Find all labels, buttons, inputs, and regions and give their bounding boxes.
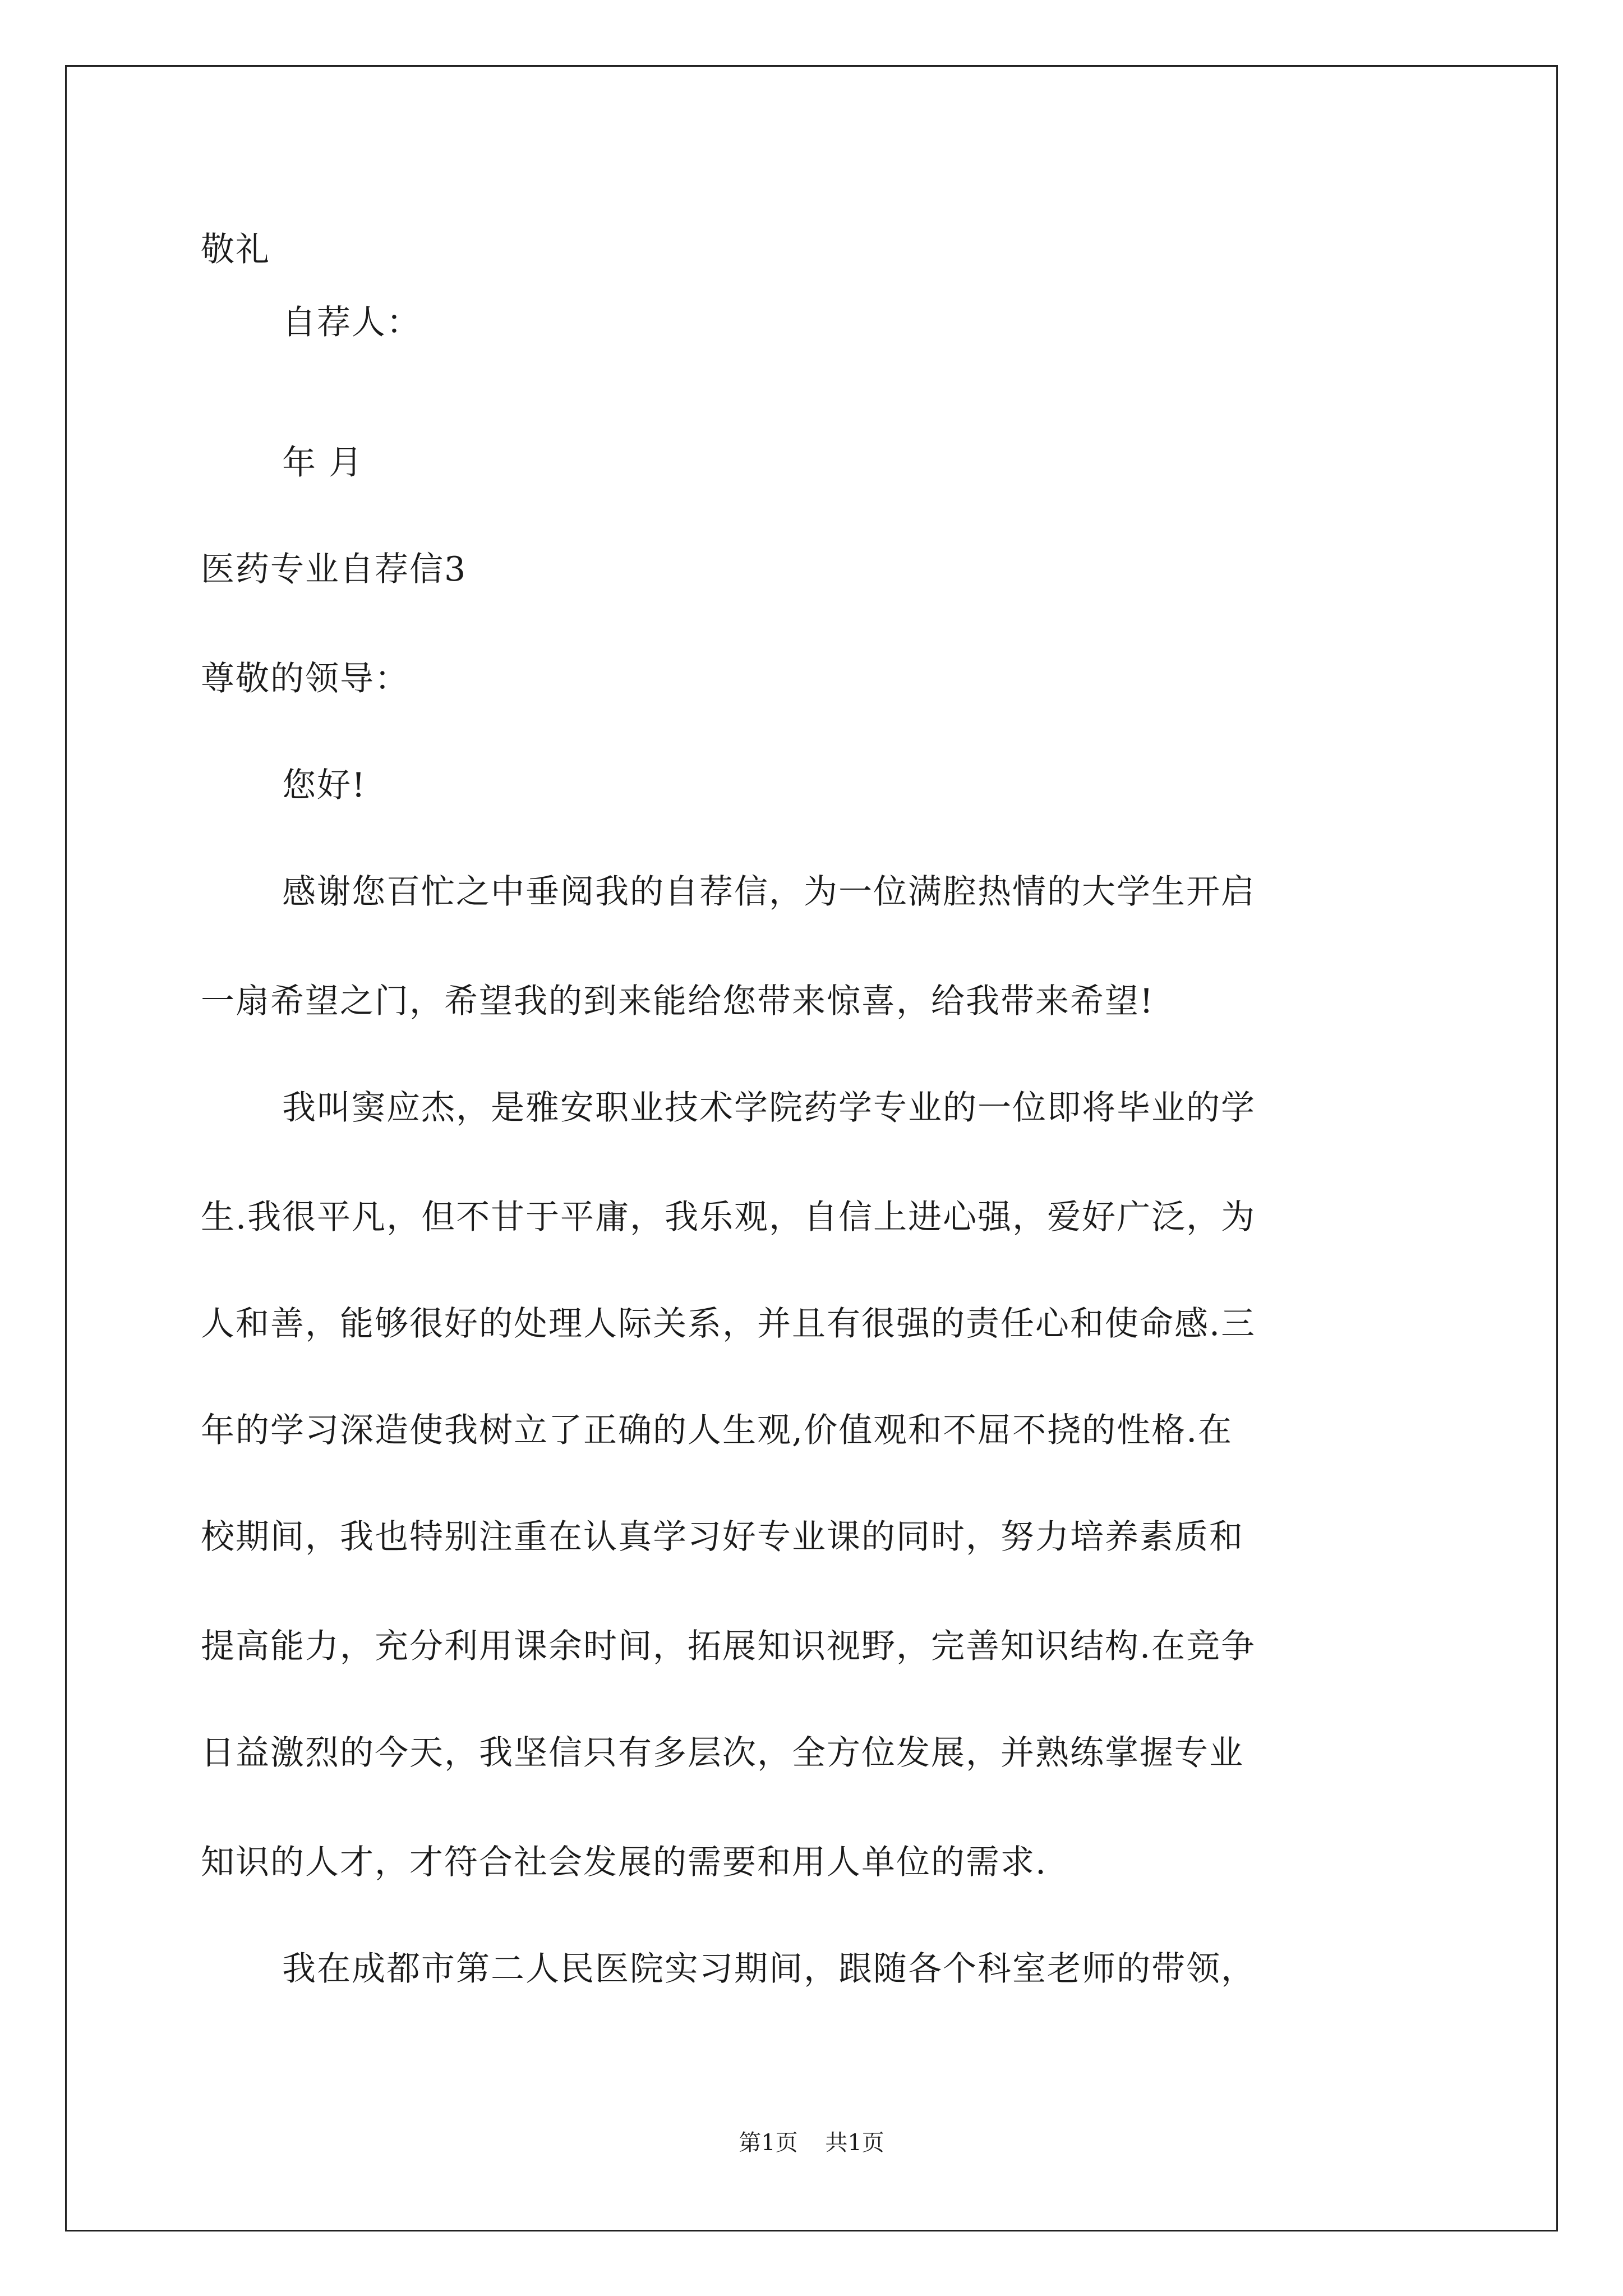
paragraph-line: 日益激烈的今天，我坚信只有多层次，全方位发展，并熟练掌握专业: [201, 1733, 1244, 1773]
paragraph-line: 一扇希望之门，希望我的到来能给您带来惊喜，给我带来希望!: [201, 982, 1155, 1021]
closing-text: 敬礼: [201, 230, 270, 269]
signature-label: 自荐人：: [282, 303, 421, 342]
page-number: 第1页: [739, 2130, 798, 2156]
paragraph-line: 感谢您百忙之中垂阅我的自荐信，为一位满腔热情的大学生开启: [282, 872, 1256, 912]
page-total: 共1页: [825, 2130, 884, 2156]
greeting: 您好!: [282, 766, 367, 805]
paragraph-line: 生.我很平凡，但不甘于平庸，我乐观，自信上进心强，爱好广泛，为: [201, 1198, 1256, 1237]
page-border: [65, 65, 1558, 2231]
paragraph-line: 提高能力，充分利用课余时间，拓展知识视野，完善知识结构.在竞争: [201, 1627, 1256, 1666]
paragraph-line: 校期间，我也特别注重在认真学习好专业课的同时，努力培养素质和: [201, 1517, 1244, 1557]
page-footer: [0, 2129, 1623, 2157]
paragraph-line: 我在成都市第二人民医院实习期间，跟随各个科室老师的带领，: [282, 1949, 1256, 1989]
salutation: 尊敬的领导：: [201, 659, 409, 698]
date-label: 年 月: [282, 443, 364, 482]
paragraph-line: 我叫窦应杰，是雅安职业技术学院药学专业的一位即将毕业的学: [282, 1088, 1256, 1128]
section-title: 医药专业自荐信3: [201, 550, 467, 589]
paragraph-line: 知识的人才，才符合社会发展的需要和用人单位的需求.: [201, 1843, 1048, 1882]
paragraph-line: 年的学习深造使我树立了正确的人生观,价值观和不屈不挠的性格.在: [201, 1411, 1233, 1450]
paragraph-line: 人和善，能够很好的处理人际关系，并且有很强的责任心和使命感.三: [201, 1304, 1256, 1343]
